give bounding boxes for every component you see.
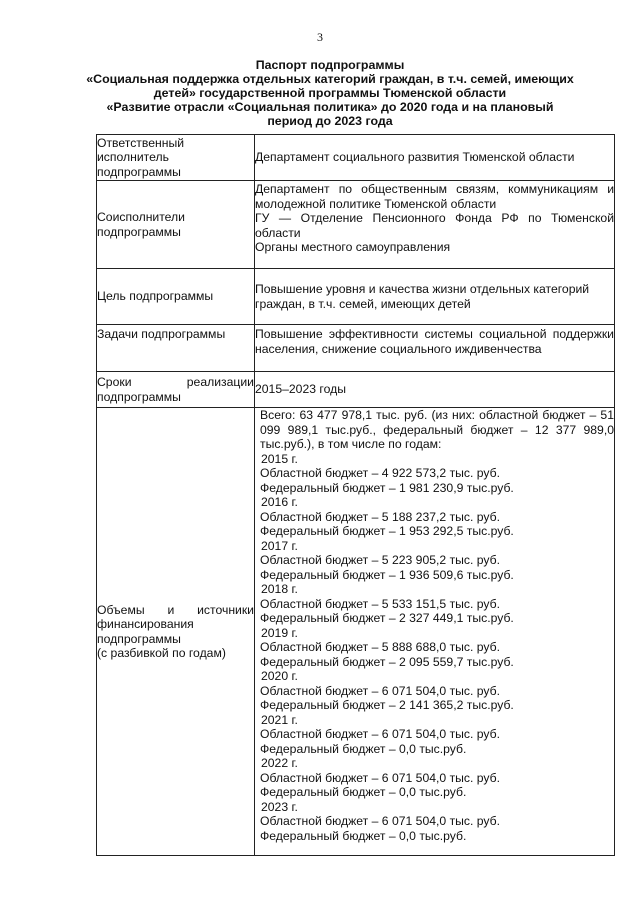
row-goal [97, 269, 615, 325]
funding-label-line-1: Объемы и источники [97, 602, 254, 617]
year-label: 2021 г. [261, 712, 298, 727]
coexecutor-2: ГУ — Отделение Пенсионного Фонда РФ по Тюменской области [255, 211, 614, 240]
title-line-4: «Развитие отрасли «Социальная политика» до 2020 года и на плановый [106, 100, 554, 114]
federal-budget: Федеральный бюджет – 0,0 тыс.руб. [260, 785, 467, 799]
coexecutor-3: Органы местного самоуправления [255, 240, 451, 254]
federal-budget: Федеральный бюджет – 0,0 тыс.руб. [260, 741, 467, 756]
federal-budget: Федеральный бюджет – 1 981 230,9 тыс.руб. [260, 480, 514, 495]
federal-budget: Федеральный бюджет – 1 953 292,5 тыс.руб. [260, 524, 514, 538]
row-coexecutors [97, 181, 615, 269]
title-line-3: детей» государственной программы Тюменской области [153, 86, 507, 100]
regional-budget: Областной бюджет – 6 071 504,0 тыс. руб. [260, 814, 501, 828]
value-funding [255, 408, 615, 856]
title-line-2: «Социальная поддержка отдельных категорий граждан, в т.ч. семей, имеющих [86, 72, 574, 86]
regional-budget: Областной бюджет – 6 071 504,0 тыс. руб. [260, 683, 501, 698]
title-line-5: период до 2023 года [267, 114, 393, 128]
regional-budget: Областной бюджет – 6 071 504,0 тыс. руб. [260, 727, 501, 741]
funding-year-2023 [255, 800, 614, 844]
funding-year-2016 [255, 495, 614, 539]
regional-budget: Областной бюджет – 4 922 573,2 тыс. руб. [260, 466, 501, 480]
value-responsible: Департамент социального развития Тюменской области [255, 135, 615, 181]
federal-budget: Федеральный бюджет – 2 141 365,2 тыс.руб. [260, 698, 514, 712]
row-tasks [97, 325, 615, 372]
regional-budget: Областной бюджет – 5 188 237,2 тыс. руб. [260, 509, 501, 524]
value-goal: Повышение уровня и качества жизни отдельных категорий граждан, в т.ч. семей, имеющих детей [255, 269, 615, 325]
regional-budget: Областной бюджет – 5 888 688,0 тыс. руб. [260, 640, 501, 654]
year-label: 2015 г. [261, 451, 298, 466]
funding-year-2022 [255, 756, 614, 800]
funding-years [255, 452, 614, 844]
label-responsible: Ответственный исполнитель подпрограммы [97, 135, 255, 181]
regional-budget: Областной бюджет – 6 071 504,0 тыс. руб. [260, 770, 501, 785]
federal-budget: Федеральный бюджет – 1 936 509,6 тыс.руб. [260, 567, 514, 582]
year-label: 2022 г. [261, 756, 298, 770]
label-coexecutors: Соисполнители подпрограммы [97, 181, 255, 269]
funding-year-2020 [255, 669, 614, 713]
value-terms: 2015–2023 годы [255, 372, 615, 408]
label-terms: Сроки реализации подпрограммы [97, 372, 255, 408]
coexecutor-1: Департамент по общественным связям, коммуникациям и молодежной политике Тюменской области [255, 182, 614, 211]
year-label: 2019 г. [261, 625, 298, 640]
value-tasks: Повышение эффективности системы социальной поддержки населения, снижение социального иждивенчества [255, 325, 615, 372]
label-goal: Цель подпрограммы [97, 269, 255, 325]
year-label: 2018 г. [261, 582, 298, 596]
row-funding [97, 408, 615, 856]
passport-table [96, 134, 615, 856]
federal-budget: Федеральный бюджет – 2 095 559,7 тыс.руб. [260, 654, 514, 669]
year-label: 2023 г. [261, 799, 298, 814]
funding-year-2019 [255, 626, 614, 670]
regional-budget: Областной бюджет – 5 223 905,2 тыс. руб. [260, 553, 501, 567]
funding-year-2018 [255, 582, 614, 626]
label-funding [97, 408, 255, 856]
value-coexecutors [255, 181, 615, 269]
funding-total: Всего: 63 477 978,1 тыс. руб. (из них: областной бюджет – 51 099 989,1 тыс.руб., федеральный бюджет – 12 377 989,0 тыс.руб.), в том числе по годам: [260, 408, 614, 451]
funding-label-line-4: (с разбивкой по годам) [97, 646, 226, 660]
label-tasks: Задачи подпрограммы [97, 325, 255, 372]
funding-label-line-2: финансирования [97, 617, 194, 631]
federal-budget: Федеральный бюджет – 2 327 449,1 тыс.руб. [260, 611, 514, 625]
funding-year-2015 [255, 452, 614, 496]
year-label: 2020 г. [261, 669, 298, 683]
federal-budget: Федеральный бюджет – 0,0 тыс.руб. [260, 828, 467, 843]
title-line-1: Паспорт подпрограммы [255, 58, 405, 72]
year-label: 2016 г. [261, 495, 298, 509]
row-terms [97, 372, 615, 408]
page-number: 3 [317, 30, 323, 44]
funding-year-2021 [255, 713, 614, 757]
year-label: 2017 г. [261, 538, 298, 553]
regional-budget: Областной бюджет – 5 533 151,5 тыс. руб. [260, 596, 501, 611]
funding-label-line-3: подпрограммы [97, 631, 181, 646]
row-responsible [97, 135, 615, 181]
funding-year-2017 [255, 539, 614, 583]
document-title [85, 58, 575, 128]
